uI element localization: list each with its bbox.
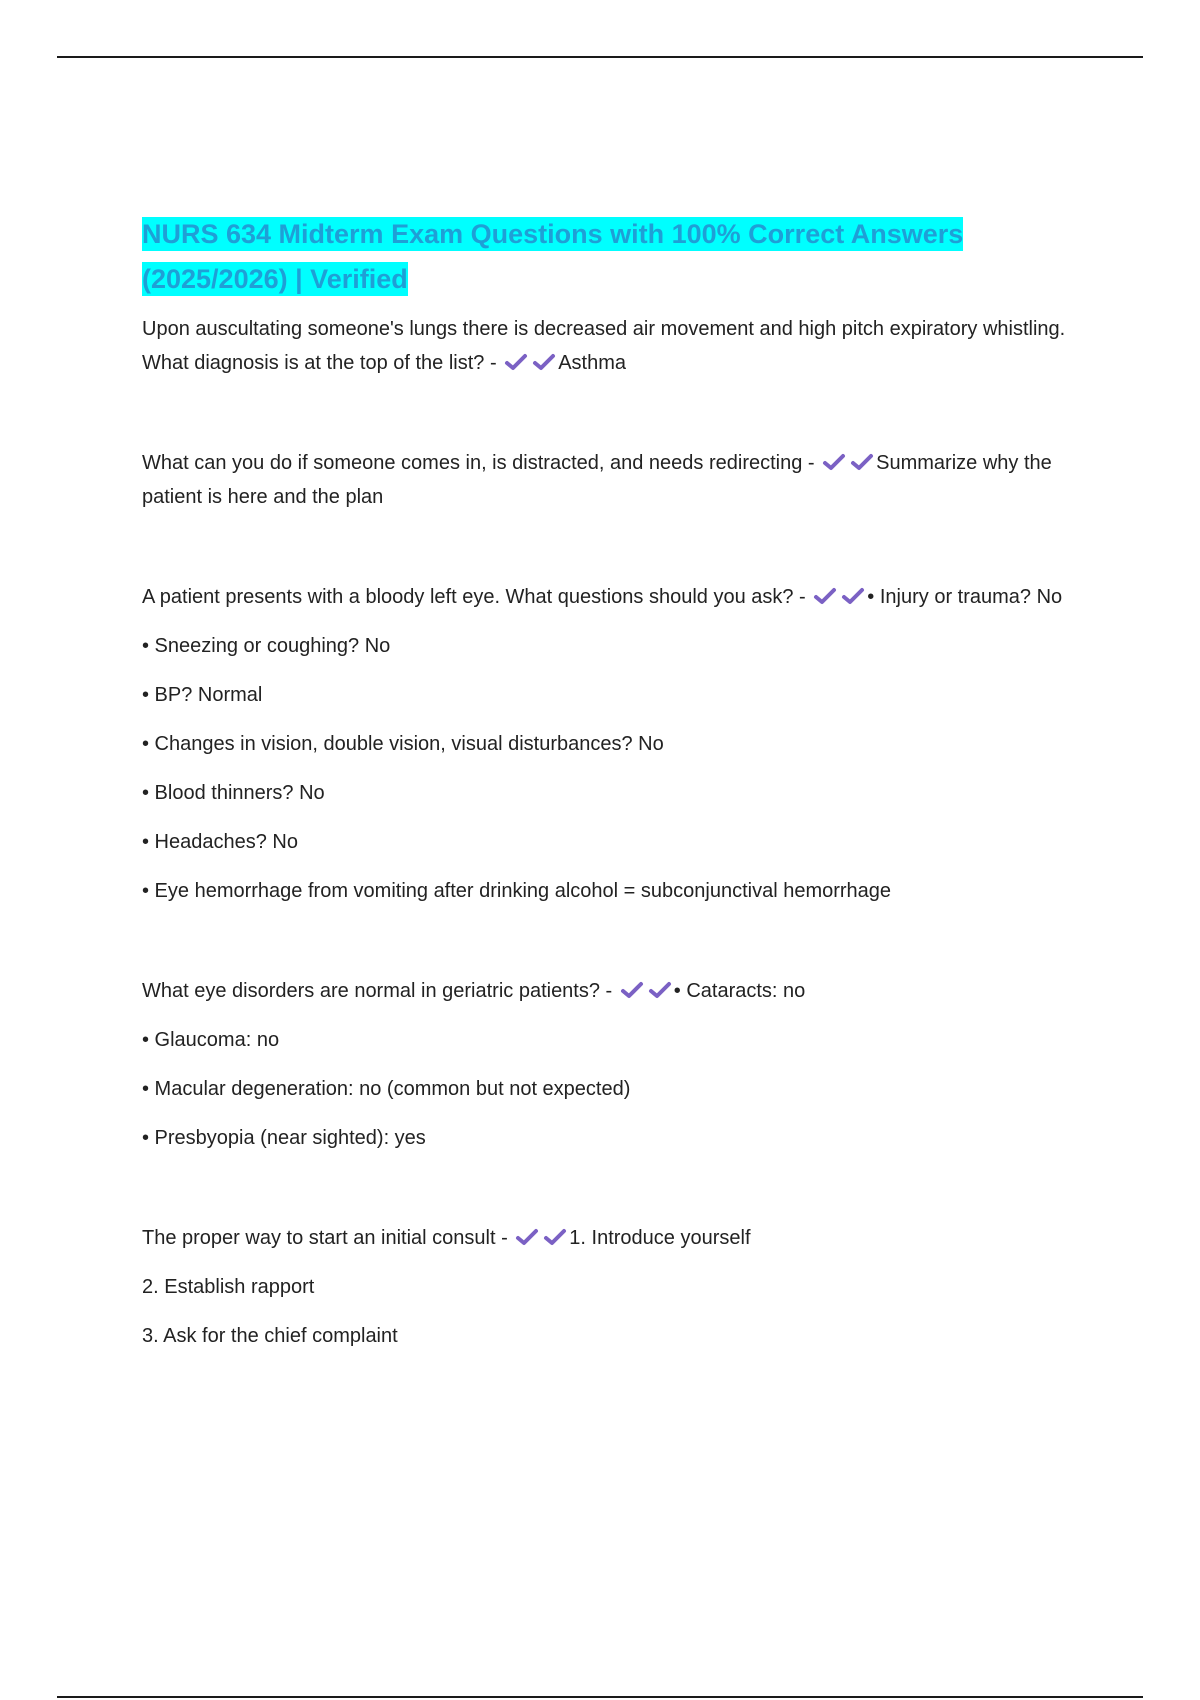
answer-list-item: • BP? Normal bbox=[142, 684, 263, 706]
checkmark-icon bbox=[532, 352, 556, 372]
checkmark-icon bbox=[515, 1227, 539, 1247]
qa-item bbox=[142, 1221, 1072, 1353]
checkmark-icon bbox=[543, 1227, 567, 1247]
answer-list-item: • Blood thinners? No bbox=[142, 782, 325, 804]
question-text: What can you do if someone comes in, is distracted, and needs redirecting - bbox=[142, 452, 815, 474]
document-title bbox=[142, 212, 1072, 302]
answer-list-item: • Macular degeneration: no (common but not expected) bbox=[142, 1078, 631, 1100]
qa-item bbox=[142, 446, 1072, 514]
answer-list-item: • Changes in vision, double vision, visual disturbances? No bbox=[142, 733, 664, 755]
qa-list bbox=[142, 312, 1072, 1353]
checkmark-icon bbox=[841, 586, 865, 606]
question-text: Upon auscultating someone's lungs there is decreased air movement and high pitch expiratory whistling. What diagnosis is at the top of the list? - bbox=[142, 318, 1066, 374]
qa-question-line bbox=[142, 580, 1072, 614]
checkmark-icon bbox=[813, 586, 837, 606]
checkmark-icon bbox=[620, 980, 644, 1000]
checkmark-icon bbox=[822, 452, 846, 472]
answer-list-item: 3. Ask for the chief complaint bbox=[142, 1325, 398, 1347]
document-body bbox=[142, 212, 1072, 1353]
checkmark-icon bbox=[504, 352, 528, 372]
footer-rule bbox=[57, 1696, 1143, 1698]
checkmark-icon bbox=[850, 452, 874, 472]
title-line-1: NURS 634 Midterm Exam Questions with 100% Correct Answers bbox=[142, 219, 964, 249]
qa-question-line bbox=[142, 446, 1072, 514]
qa-item bbox=[142, 312, 1072, 380]
checkmark-icon bbox=[648, 980, 672, 1000]
answer-text: 1. Introduce yourself bbox=[569, 1227, 751, 1249]
qa-item bbox=[142, 974, 1072, 1155]
answer-text: Summarize why the patient is here and the plan bbox=[142, 452, 1052, 508]
qa-question-line bbox=[142, 312, 1072, 380]
answer-text: • Injury or trauma? No bbox=[867, 586, 1063, 608]
qa-item bbox=[142, 580, 1072, 908]
question-text: The proper way to start an initial consult - bbox=[142, 1227, 508, 1249]
qa-question-line bbox=[142, 974, 1072, 1008]
answer-list-item: • Glaucoma: no bbox=[142, 1029, 280, 1051]
answer-list-item: • Headaches? No bbox=[142, 831, 298, 853]
answer-text: • Cataracts: no bbox=[673, 980, 806, 1002]
qa-question-line bbox=[142, 1221, 1072, 1255]
answer-text: Asthma bbox=[558, 352, 627, 374]
answer-list-item: • Sneezing or coughing? No bbox=[142, 635, 391, 657]
header-rule bbox=[57, 56, 1143, 58]
answer-list-item: 2. Establish rapport bbox=[142, 1276, 315, 1298]
title-line-2: (2025/2026) | Verified bbox=[142, 264, 408, 294]
question-text: A patient presents with a bloody left eye. What questions should you ask? - bbox=[142, 586, 806, 608]
answer-list-item: • Eye hemorrhage from vomiting after drinking alcohol = subconjunctival hemorrhage bbox=[142, 880, 892, 902]
answer-list-item: • Presbyopia (near sighted): yes bbox=[142, 1127, 426, 1149]
question-text: What eye disorders are normal in geriatric patients? - bbox=[142, 980, 613, 1002]
